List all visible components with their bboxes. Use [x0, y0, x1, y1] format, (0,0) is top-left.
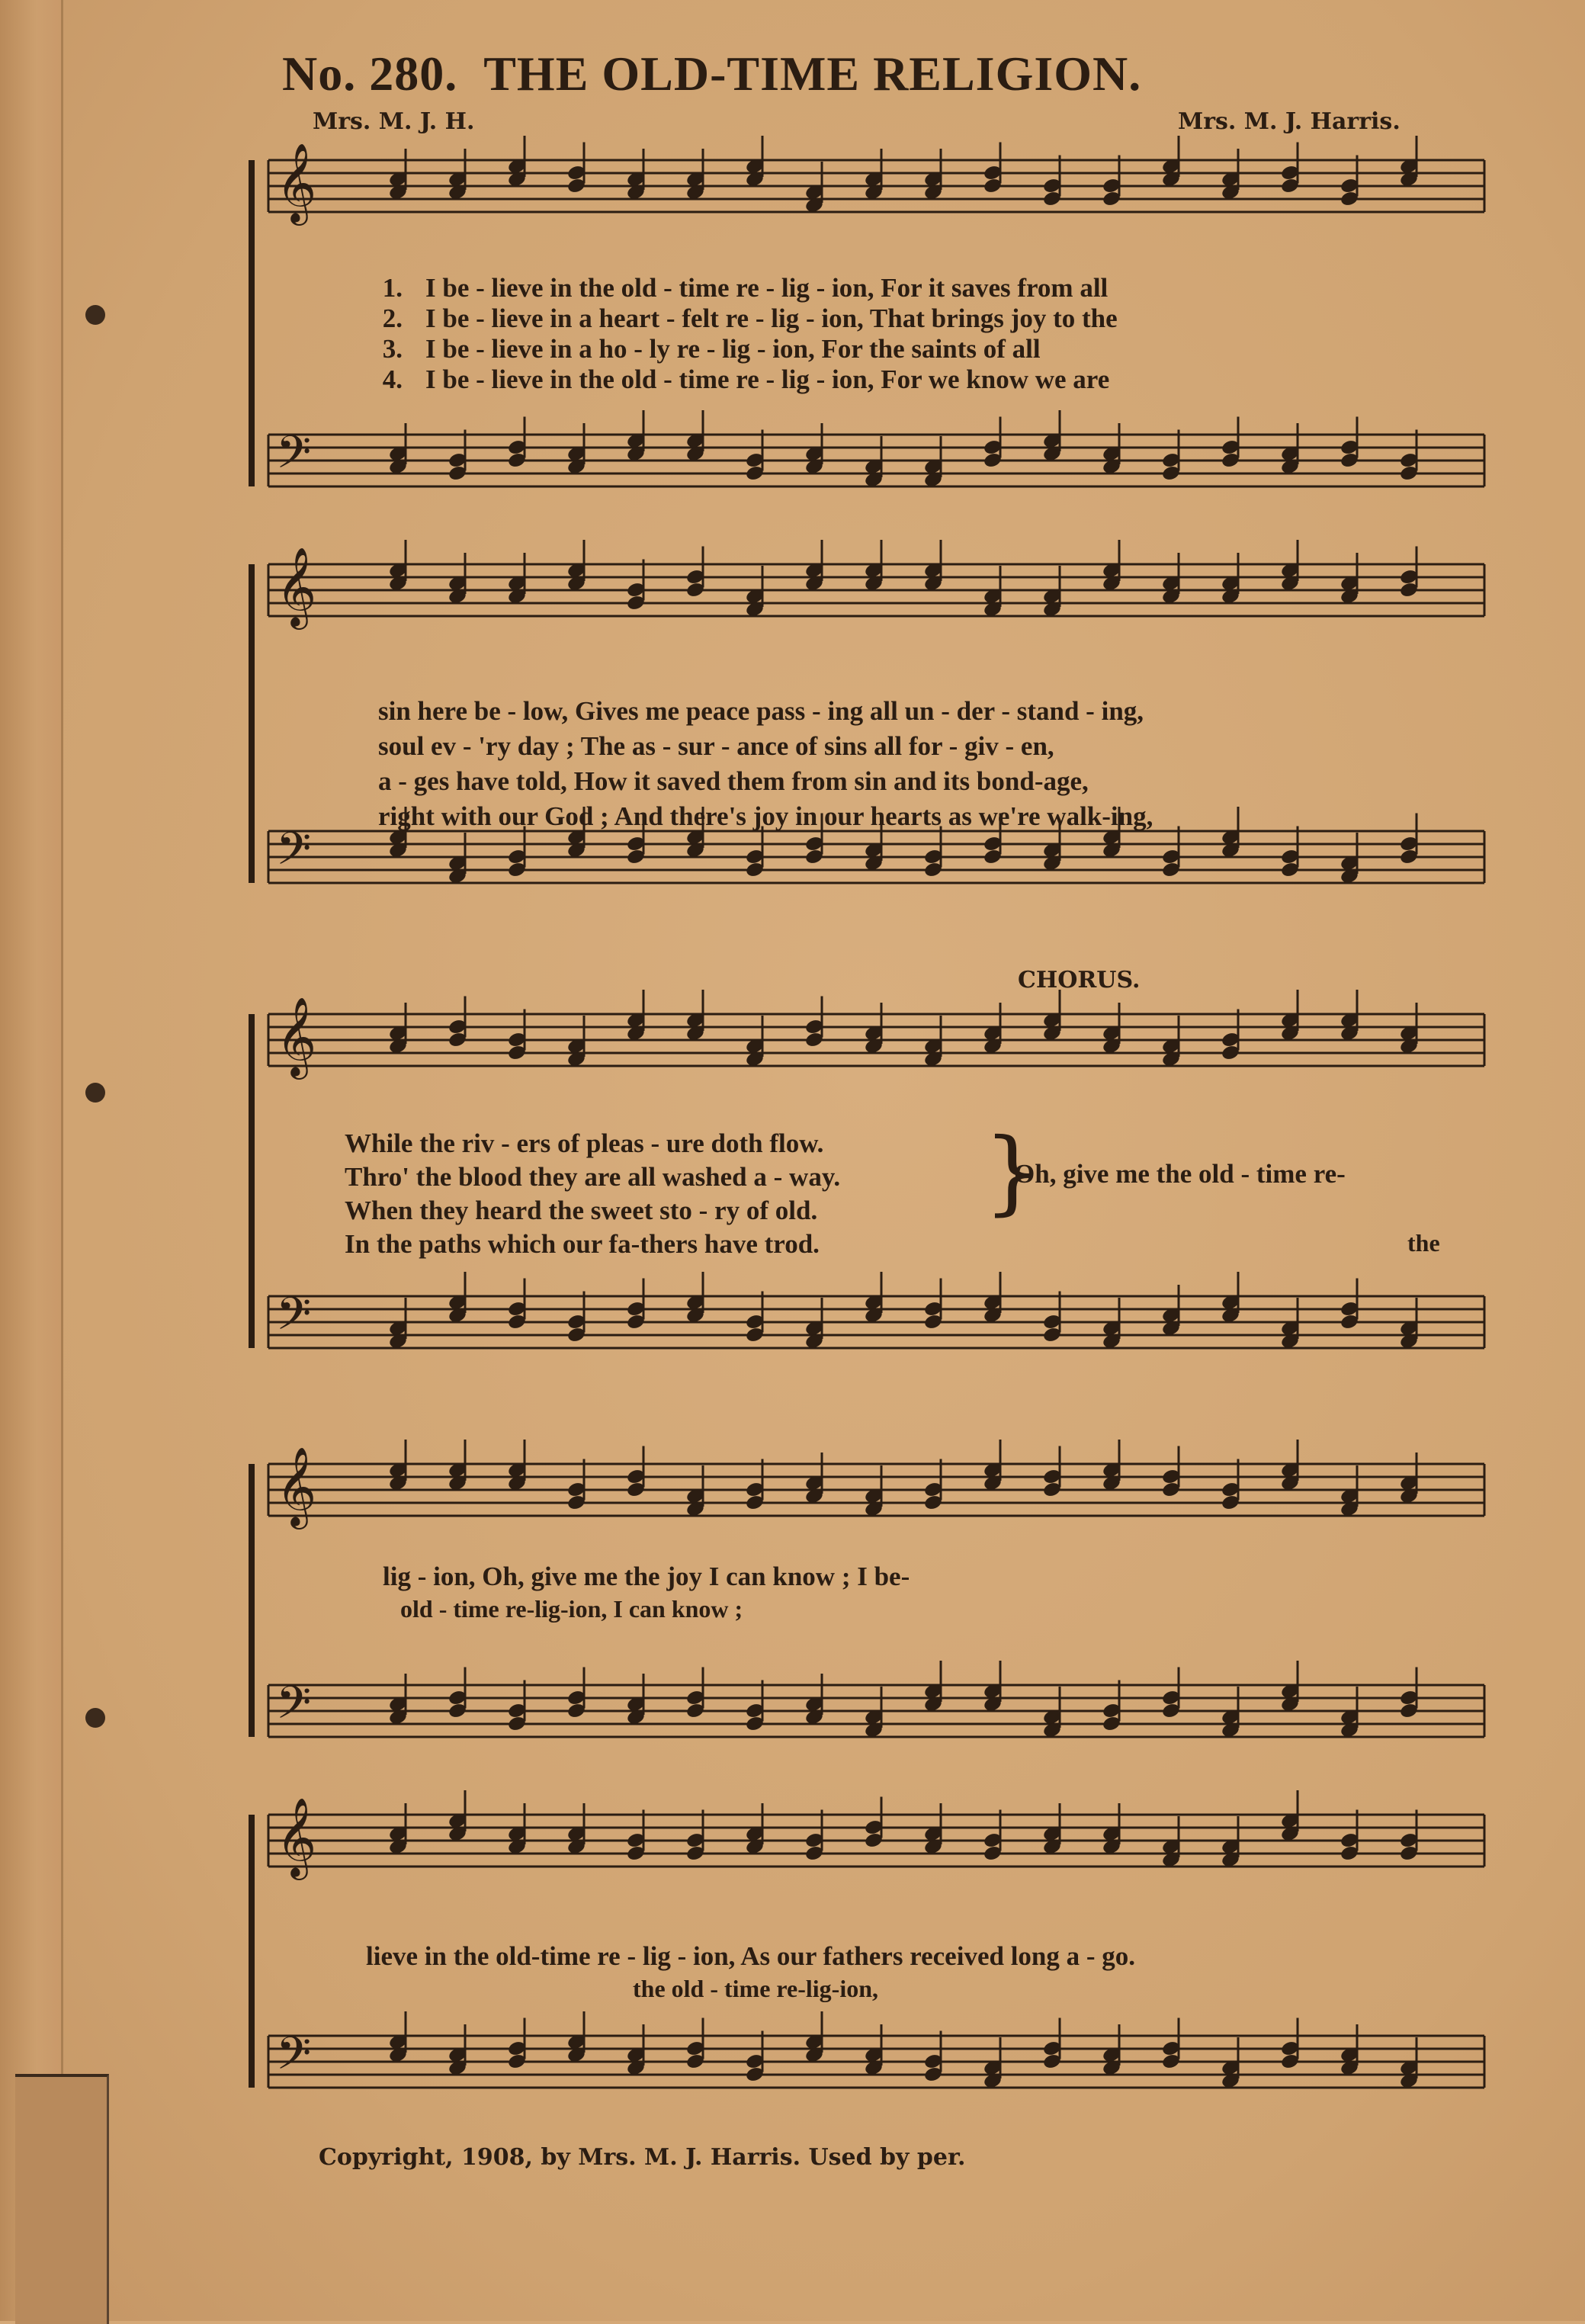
verse-4-line-3: In the paths which our fa-thers have trod. [345, 1229, 820, 1259]
copyright-notice: Copyright, 1908, by Mrs. M. J. Harris. Used by per. [319, 2144, 966, 2171]
treble-clef-icon: 𝄞 [276, 547, 317, 627]
bass-clef-icon: 𝄢 [276, 1676, 312, 1740]
binding-hole [85, 1083, 105, 1103]
note-heads [388, 1790, 1419, 1868]
hymn-heading [282, 46, 1141, 102]
bass-clef-icon: 𝄢 [276, 822, 312, 886]
verse-3-line-3: When they heard the sweet sto - ry of old. [345, 1196, 818, 1225]
torn-corner [15, 2074, 109, 2324]
verse-1-line-3: While the riv - ers of pleas - ure doth flow. [345, 1128, 824, 1158]
hymn-number: No. 280. [282, 47, 458, 101]
binding-hole [85, 1708, 105, 1728]
hymn-title: THE OLD-TIME RELIGION. [483, 47, 1142, 101]
bass-clef-icon: 𝄢 [276, 1287, 312, 1351]
treble-clef-icon: 𝄞 [276, 1797, 317, 1877]
verse-block-2 [378, 694, 1153, 834]
treble-clef-icon: 𝄞 [276, 143, 317, 223]
binding-hole [85, 305, 105, 325]
verse-brace: } [983, 1119, 1042, 1225]
chorus-line-1: Oh, give me the old - time re- [1014, 1159, 1346, 1189]
chorus-label: CHORUS. [1018, 967, 1141, 993]
note-heads [388, 1272, 1419, 1350]
verse-block-3 [345, 1127, 840, 1261]
book-binding [0, 0, 63, 2321]
verse-2-line-2: soul ev - 'ry day ; The as - sur - ance of sins all for - giv - en, [378, 731, 1054, 761]
bass-clef-icon: 𝄢 [276, 425, 312, 490]
verse-1-line-2: sin here be - low, Gives me peace pass - ing all un - der - stand - ing, [378, 696, 1144, 726]
verse-4-line-2: right with our God ; And there's joy in our hearts as we're walk-ing, [378, 801, 1153, 831]
bass-clef-icon: 𝄢 [276, 2027, 312, 2091]
note-heads [388, 1440, 1419, 1517]
verse-3-line-1: I be - lieve in a ho - ly re - lig - ion, For the saints of all [425, 334, 1041, 364]
note-heads [388, 990, 1419, 1067]
lyricist-credit: Mrs. M. J. H. [313, 108, 475, 135]
note-heads [388, 1661, 1419, 1738]
note-heads [388, 410, 1419, 488]
treble-clef-icon: 𝄞 [276, 997, 317, 1077]
chorus-line-3-alto: the old - time re-lig-ion, [633, 1975, 879, 2002]
chorus-line-1-alto: the [1407, 1229, 1440, 1257]
verse-2-line-1: I be - lieve in a heart - felt re - lig - ion, That brings joy to the [425, 303, 1118, 333]
chorus-line-2: lig - ion, Oh, give me the joy I can know ; I be- [383, 1562, 910, 1591]
verse-2-line-3: Thro' the blood they are all washed a - way. [345, 1162, 841, 1192]
note-heads [388, 540, 1419, 618]
chorus-line-3: lieve in the old-time re - lig - ion, As our fathers received long a - go. [366, 1941, 1136, 1971]
verse-1-line-1: I be - lieve in the old - time re - lig - ion, For it saves from all [425, 273, 1109, 303]
verse-block-1: 1. I be - lieve in the old - time re - lig - ion, For it saves from all 2. I be - lieve in a heart - felt re - lig - ion, That brings joy to the 3. I be - lieve in a ho - ly re - lig - ion, For the saints of all 4. I be - lieve in the old - time re - lig - ion, For we know we are [382, 273, 1118, 394]
note-heads [388, 136, 1419, 213]
verse-3-line-2: a - ges have told, How it saved them from sin and its bond-age, [378, 766, 1089, 796]
verse-4-line-1: I be - lieve in the old - time re - lig - ion, For we know we are [425, 364, 1110, 394]
composer-credit: Mrs. M. J. Harris. [1178, 108, 1401, 135]
note-heads [388, 2011, 1419, 2089]
chorus-line-2-alto: old - time re-lig-ion, I can know ; [400, 1595, 743, 1623]
treble-clef-icon: 𝄞 [276, 1446, 317, 1526]
